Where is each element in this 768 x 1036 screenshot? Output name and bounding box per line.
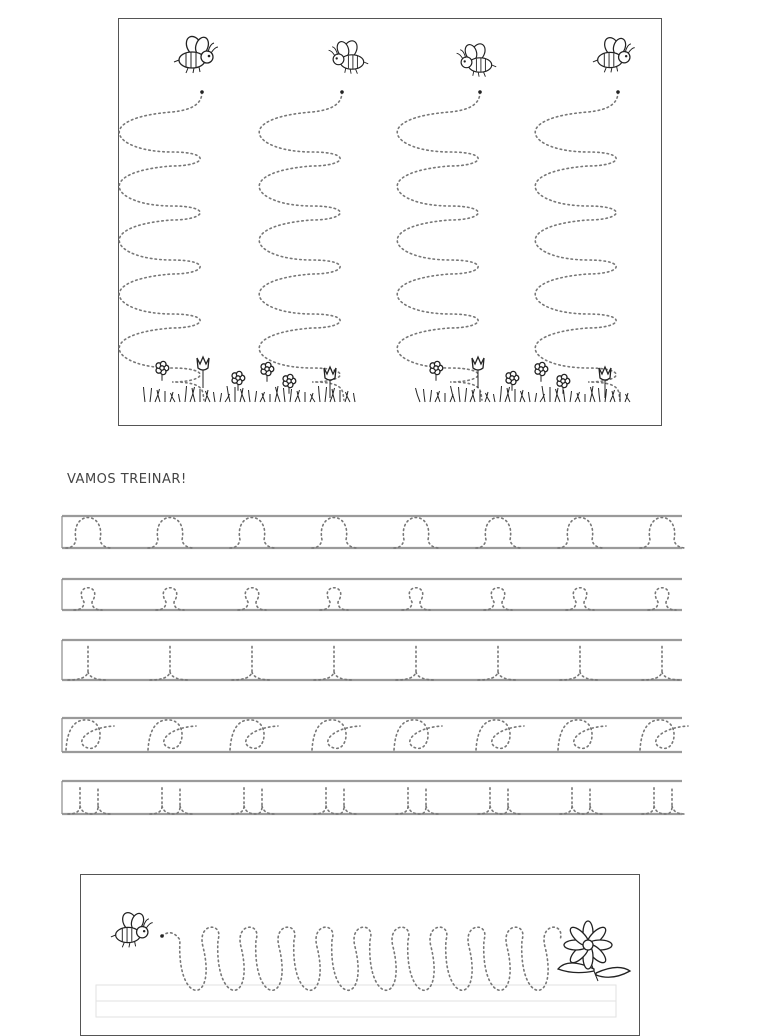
bee-icon <box>593 35 635 72</box>
flower-center <box>583 940 593 950</box>
bee-icon <box>329 39 369 74</box>
flower-center <box>434 366 438 370</box>
bee-eye <box>208 55 211 58</box>
tracing-letter <box>642 787 684 814</box>
dotted-spiral-path <box>535 92 620 400</box>
flower-center <box>539 367 543 371</box>
bee-stinger <box>364 62 369 64</box>
bee-eye <box>464 60 466 62</box>
tracing-letter <box>312 720 360 750</box>
flower-icon <box>283 374 296 393</box>
tracing-letter <box>402 588 430 610</box>
tracing-letter <box>394 518 440 549</box>
flower-icon <box>430 361 443 380</box>
tracing-letter <box>232 644 272 680</box>
practice-row <box>62 718 688 752</box>
tulip-icon <box>472 357 484 388</box>
bee-icon <box>174 34 218 73</box>
bee-icon <box>457 42 497 77</box>
flower-icon <box>232 371 245 390</box>
tracing-letter <box>320 588 348 610</box>
tracing-letter <box>476 720 524 750</box>
tracing-letter <box>642 644 682 680</box>
tracing-letter <box>150 787 192 814</box>
flower-icon <box>261 362 274 381</box>
tulip-icon <box>599 367 611 398</box>
tracing-letter <box>314 787 356 814</box>
flower-icon <box>535 362 548 381</box>
flower-center <box>510 376 514 380</box>
tracing-letter <box>148 518 194 549</box>
bee-stinger <box>111 935 116 937</box>
bee-stinger <box>174 60 179 62</box>
tulip-bloom <box>197 357 209 370</box>
spiral-start-dot <box>478 90 482 94</box>
flower-center <box>561 379 565 383</box>
grass-icon <box>416 386 631 402</box>
dotted-spiral-path <box>119 92 204 400</box>
grass-icon <box>144 386 356 402</box>
tracing-letter <box>394 720 442 750</box>
tracing-letter <box>238 588 266 610</box>
practice-row <box>62 640 682 680</box>
bee-eye <box>143 930 145 932</box>
flower-center <box>160 366 164 370</box>
tracing-letter <box>476 518 522 549</box>
practice-heading: VAMOS TREINAR! <box>67 472 187 487</box>
flower-center <box>287 379 291 383</box>
practice-row <box>62 781 684 814</box>
tracing-letter <box>230 720 278 750</box>
tracing-letter <box>68 644 108 680</box>
tracing-letter <box>558 518 604 549</box>
flower-center <box>236 376 240 380</box>
flower-center <box>265 367 269 371</box>
flower-icon <box>506 371 519 390</box>
loop-start-dot <box>160 934 164 938</box>
tracing-letter <box>648 588 676 610</box>
dotted-loop-path <box>162 927 561 990</box>
tracing-letter <box>640 518 686 549</box>
practice-row <box>62 516 686 548</box>
flower-icon <box>557 374 570 393</box>
tracing-letter <box>314 644 354 680</box>
tracing-letter <box>396 644 436 680</box>
bee-stinger <box>593 60 598 62</box>
tracing-letter <box>560 787 602 814</box>
tracing-letter <box>312 518 358 549</box>
tracing-letter <box>232 787 274 814</box>
flower-leaf <box>596 967 630 977</box>
dotted-spiral-path <box>259 92 344 400</box>
spiral-start-dot <box>616 90 620 94</box>
tracing-letter <box>640 720 688 750</box>
tracing-letter <box>230 518 276 549</box>
tracing-letter <box>68 787 110 814</box>
tracing-letter <box>566 588 594 610</box>
bee-icon <box>111 910 153 947</box>
tracing-letter <box>478 644 518 680</box>
tracing-letter <box>74 588 102 610</box>
bee-eye <box>625 55 627 57</box>
spiral-start-dot <box>340 90 344 94</box>
tracing-letter <box>148 720 196 750</box>
dotted-spiral-path <box>397 92 482 400</box>
tulip-bloom <box>472 357 484 370</box>
tracing-letter <box>150 644 190 680</box>
tracing-letter <box>156 588 184 610</box>
tracing-letter <box>484 588 512 610</box>
flower-icon <box>558 921 630 981</box>
bee-stinger <box>492 65 497 67</box>
tracing-letter <box>396 787 438 814</box>
tracing-letter <box>478 787 520 814</box>
tracing-letter <box>66 518 112 549</box>
flower-icon <box>156 361 169 380</box>
practice-row <box>62 579 682 610</box>
tracing-letter <box>558 720 606 750</box>
tracing-letter <box>560 644 600 680</box>
tracing-letter <box>66 720 114 750</box>
bee-eye <box>336 57 338 59</box>
spiral-start-dot <box>200 90 204 94</box>
